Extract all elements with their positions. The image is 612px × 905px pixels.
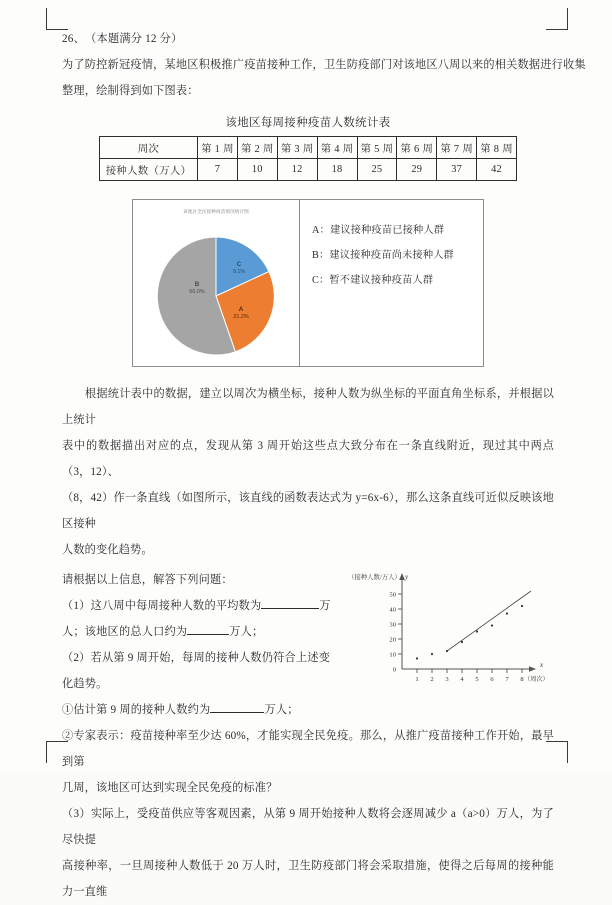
questions-column [62,567,352,697]
question-3-line-1: （3）实际上，受疫苗供应等客观因素，从第 9 周开始接种人数将会逐周减少 a（a>0）万人，为了尽快提 [62,808,554,846]
svg-text:4: 4 [460,676,464,683]
svg-text:20: 20 [389,636,396,644]
question-2-line-1: （2）若从第 9 周开始，每周的接种人数仍符合上述变 [62,652,331,664]
pie-legend [300,200,483,366]
question-2-sub-2-line-1: ②专家表示：疫苗接种率至少达 60%，才能实现全民免疫。那么，从推广疫苗接种工作开始，最早到第 [62,730,554,768]
svg-text:50: 50 [389,591,396,599]
question-3-line-2: 高接种率，一旦周接种人数低于 20 万人时，卫生防疫部门将会采取措施，使得之后每周的接种能力一直维 [62,860,554,898]
pie-chart-graphic [154,234,278,358]
table-cell-count: 18 [317,159,357,181]
svg-text:1: 1 [415,676,419,683]
data-point [461,641,463,643]
answer-blank-week9[interactable] [210,712,264,713]
svg-text:0: 0 [392,666,396,674]
x-tick-labels [415,676,524,683]
svg-text:5: 5 [475,676,479,683]
problem-intro-line-1: 为了防控新冠疫情，某地区积极推广疫苗接种工作，卫生防疫部门对该地区八周以来的相关数据进行收集 [62,59,586,71]
pie-label-b-name: B [194,281,200,288]
data-point [521,605,523,607]
svg-text:7: 7 [505,676,509,683]
question-1-text-b: 万 [319,600,331,612]
data-point [476,630,478,632]
svg-text:8: 8 [520,676,524,683]
x-axis-unit-label: （周次） [524,676,549,683]
question-2-sub-2-line-2: 几周，该地区可达到实现全民免疫的标准？ [62,782,278,794]
table-cell-week: 第 1 周 [198,137,238,159]
pie-label-b-value: 66.0% [189,288,205,295]
table-cell-count: 29 [397,159,437,181]
scatter-chart-graphic [348,569,554,687]
table-row-counts [100,159,517,181]
x-axis-symbol: x [540,661,544,669]
scatter-chart-pane [348,567,554,697]
svg-text:30: 30 [389,621,396,629]
y-tick-marks [398,594,402,654]
data-point [506,612,508,614]
data-point [446,650,448,652]
data-point [491,624,493,626]
y-tick-labels [389,591,396,673]
x-tick-marks [417,669,522,673]
y-axis-symbol: y [405,573,409,581]
body-paragraph-1-line-4: 人数的变化趋势。 [62,544,153,556]
question-2-line-2: 化趋势。 [62,678,108,690]
data-point [416,657,418,659]
table-cell-count: 42 [477,159,517,181]
body-paragraph-1-line-3: （8，42）作一条直线（如图所示，该直线的函数表达式为 y=6x-6），那么这条直线可近似反映该地区接种 [62,492,554,530]
table-cell-week: 第 6 周 [397,137,437,159]
pie-chart-title: 该地区全民接种疫苗情况统计图 [183,209,249,214]
data-point [431,653,433,655]
pie-chart-pane [133,200,300,366]
problem-intro-line-2: 整理，绘制得到如下图表： [62,85,199,97]
question-2-sub-1 [62,697,554,723]
table-cell-count: 12 [277,159,317,181]
scatter-svg [354,569,554,687]
answer-blank-population[interactable] [187,634,229,635]
svg-text:3: 3 [445,676,449,683]
table-cell-week: 第 5 周 [357,137,397,159]
problem-content [62,26,586,905]
question-1-line-2 [62,619,352,645]
vaccination-stat-table [99,136,517,181]
pie-label-a [224,306,258,321]
question-1-text-d: 万人； [229,626,264,638]
pie-svg [154,234,278,358]
pie-label-a-name: A [238,306,244,313]
pie-chart-figure [132,199,484,367]
table-row-weeks [100,137,517,159]
legend-item-a: A：建议接种疫苗已接种人群 [312,225,445,236]
pie-label-c-value: 9.1% [232,268,246,275]
y-axis-unit-label: （接种人数/万人） [348,574,401,581]
legend-item-c: C：暂不建议接种疫苗人群 [312,275,434,286]
table-cell-count: 7 [198,159,238,181]
pie-label-a-value: 21.2% [233,313,249,320]
svg-text:2: 2 [430,676,434,683]
table-cell-count: 10 [237,159,277,181]
svg-text:40: 40 [389,606,396,614]
fit-line [447,591,531,651]
question-1-text-a: （1）这八周中每周接种人数的平均数为 [62,600,262,612]
row-header-week: 周次 [100,137,198,159]
table-cell-count: 37 [437,159,477,181]
pie-label-c [224,261,254,276]
row-header-count: 接种人数（万人） [100,159,198,181]
x-axis-arrow [529,666,536,672]
data-points [416,605,523,660]
table-cell-week: 第 2 周 [237,137,277,159]
table-cell-week: 第 3 周 [277,137,317,159]
body-paragraph-1-line-1: 根据统计表中的数据，建立以周次为横坐标，接种人数为纵坐标的平面直角坐标系，并根据以上统计 [62,388,554,426]
question-2-sub-1-text-a: ①估计第 9 周的接种人数约为 [62,704,211,716]
table-cell-week: 第 8 周 [477,137,517,159]
svg-text:10: 10 [389,651,396,659]
svg-text:6: 6 [490,676,494,683]
questions-and-scatter [62,567,554,697]
table-cell-week: 第 7 周 [437,137,477,159]
question-1-text-c: 人；该地区的总人口约为 [62,626,188,638]
legend-item-b: B：建议接种疫苗尚未接种人群 [312,250,455,261]
pie-label-b [180,281,214,296]
table-title: 该地区每周接种疫苗人数统计表 [225,117,391,129]
problem-number: 26、 （本题满分 12 分） [62,33,183,45]
pie-label-c-name: C [236,261,242,268]
table-cell-count: 25 [357,159,397,181]
question-2-sub-1-text-b: 万人； [264,704,299,716]
answer-blank-average[interactable] [261,608,319,609]
question-1-line-1 [62,593,352,619]
body-paragraph-1-line-2: 表中的数据描出对应的点，发现从第 3 周开始这些点大致分布在一条直线附近，现过其中两点（3，12）、 [62,440,554,478]
table-cell-week: 第 4 周 [317,137,357,159]
answer-prompt: 请根据以上信息，解答下列问题： [62,574,233,586]
